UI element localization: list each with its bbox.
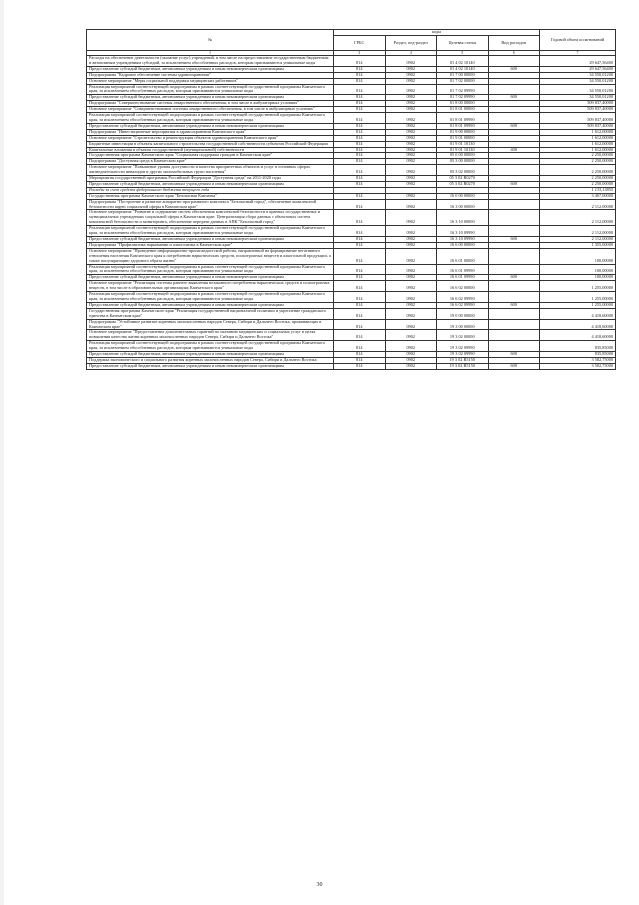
row-name: Предоставление субсидий бюджетным, автономным учреждениям и иным некоммерческим организациям <box>87 66 334 72</box>
row-expense-type <box>488 210 540 226</box>
row-razdel: 0902 <box>385 95 437 101</box>
row-grbs: 814 <box>334 72 386 78</box>
row-razdel: 0902 <box>385 176 437 182</box>
row-grbs: 814 <box>334 199 386 210</box>
row-grbs: 814 <box>334 84 386 95</box>
row-grbs: 814 <box>334 237 386 243</box>
row-expense-type <box>488 199 540 210</box>
row-target-article: 16 3 10 00000 <box>437 210 489 226</box>
row-razdel: 0902 <box>385 242 437 248</box>
row-amount: 3 467,00000 <box>540 193 616 199</box>
header-razdel: Раздел, под-раздел <box>385 36 437 51</box>
colnum: 5 <box>437 51 489 56</box>
table-row <box>87 281 616 292</box>
row-target-article: 16 6 02 09990 <box>437 302 489 308</box>
row-amount: 2 112,00000 <box>540 210 616 226</box>
row-grbs: 814 <box>334 357 386 363</box>
row-name: Реализация мероприятий соответствующей подпрограммы в рамках соответствующей государственной программы Камчатского края, за исключением обособленных расходов, которым присваиваются уникальные коды <box>87 84 334 95</box>
row-razdel: 0902 <box>385 199 437 210</box>
colnum: 6 <box>488 51 540 56</box>
row-target-article: 01 8 01 09990 <box>437 113 489 124</box>
row-amount: 2 250,00000 <box>540 165 616 176</box>
row-razdel: 0902 <box>385 210 437 226</box>
row-expense-type: 400 <box>488 147 540 153</box>
row-expense-type: 600 <box>488 275 540 281</box>
row-amount: 2 112,00000 <box>540 199 616 210</box>
row-amount: 1 612,00000 <box>540 129 616 135</box>
row-grbs: 814 <box>334 101 386 107</box>
row-name: Предоставление субсидий бюджетным, автономным учреждениям и иным некоммерческим организациям <box>87 123 334 129</box>
table-row <box>87 226 616 237</box>
row-name: Реализация мероприятий соответствующей подпрограммы в рамках соответствующей государственной программы Камчатского края, за исключением обособленных расходов, которым присваиваются уникальные коды <box>87 226 334 237</box>
row-razdel: 0902 <box>385 78 437 84</box>
row-target-article: 16 3 10 09990 <box>437 226 489 237</box>
row-grbs: 814 <box>334 66 386 72</box>
row-name: Предоставление субсидий бюджетным, автономным учреждениям и иным некоммерческим организациям <box>87 363 334 369</box>
row-target-article: 05 3 02 R0270 <box>437 176 489 182</box>
table-row <box>87 363 616 369</box>
row-amount: 34 550,01200 <box>540 78 616 84</box>
row-target-article: 19 3 02 00000 <box>437 330 489 341</box>
row-grbs: 814 <box>334 107 386 113</box>
row-target-article: 16 3 00 00000 <box>437 199 489 210</box>
page-number: 30 <box>316 882 323 888</box>
row-amount: 29 647,56400 <box>540 56 616 67</box>
row-expense-type <box>488 113 540 124</box>
colnum: 3 <box>334 51 386 56</box>
row-target-article: 01 8 00 00000 <box>437 101 489 107</box>
row-razdel: 0902 <box>385 275 437 281</box>
row-grbs: 814 <box>334 226 386 237</box>
row-razdel: 0902 <box>385 147 437 153</box>
row-expense-type <box>488 341 540 352</box>
row-razdel: 0902 <box>385 237 437 243</box>
row-name: Основное мероприятие "Проведение информационно-пропагандистской работы, направленной на формирование негативного отношения населения Камчатского края к потреблению наркотических средств, психотропных веществ и алкогольной продукции, а также популяризацию здорового образа жизни" <box>87 248 334 264</box>
row-expense-type: 600 <box>488 66 540 72</box>
row-razdel: 0902 <box>385 141 437 147</box>
row-target-article: 19 3 02 09990 <box>437 352 489 358</box>
header-grbs: ГРБС <box>334 36 386 51</box>
row-name: Государственная программа Камчатского края "Реализация государственной национальной политики и укрепление гражданского единства в Камчатском крае" <box>87 308 334 319</box>
row-name: Основное мероприятие "Повышение уровня доступности и качества приоритетных объектов и услуг в основных сферах жизнедеятельности инвалидов и других маломобильных групп населения" <box>87 165 334 176</box>
table-row <box>87 84 616 95</box>
row-amount: 2 112,00000 <box>540 226 616 237</box>
row-target-article: 01 9 00 00000 <box>437 129 489 135</box>
row-name: Подпрограмма "Инвестиционные мероприятия в здравоохранении Камчатского края" <box>87 129 334 135</box>
row-amount: 2 250,00000 <box>540 159 616 165</box>
row-razdel: 0902 <box>385 66 437 72</box>
row-name: Поддержка экономического и социального развития коренных малочисленных народов Севера, Сибири и Дальнего Востока <box>87 357 334 363</box>
row-target-article: 19 0 00 00000 <box>437 308 489 319</box>
row-razdel: 0902 <box>385 101 437 107</box>
row-target-article: 05 3 02 R0270 <box>437 181 489 187</box>
row-amount: 29 647,56400 <box>540 66 616 72</box>
row-razdel: 0902 <box>385 123 437 129</box>
table-row <box>87 56 616 67</box>
header-codes: коды <box>334 30 540 36</box>
row-name: Основное мероприятие "Предоставление дополнительных гарантий по оказанию медицинских и социальных услуг в целях повышения качества жизни коренных малочисленных народов Севера, Сибири и Дальнего Востока" <box>87 330 334 341</box>
row-name: Подпрограмма "Построение и развитие аппаратно-программного комплекса "Безопасный город", обеспечение комплексной безопасности urgent социальной сферы в Камчатском крае" <box>87 199 334 210</box>
row-grbs: 814 <box>334 78 386 84</box>
row-target-article: 01 7 02 09990 <box>437 95 489 101</box>
row-razdel: 0902 <box>385 56 437 67</box>
table-row <box>87 210 616 226</box>
row-amount: 34 550,01200 <box>540 95 616 101</box>
row-name: Подпрограмма "Доступная среда в Камчатском крае" <box>87 159 334 165</box>
row-grbs: 814 <box>334 153 386 159</box>
row-target-article: 19 3 02 09990 <box>437 341 489 352</box>
row-grbs: 814 <box>334 147 386 153</box>
row-amount: 1 255,00000 <box>540 302 616 308</box>
row-grbs: 814 <box>334 281 386 292</box>
row-expense-type <box>488 319 540 330</box>
row-target-article: 01 7 02 09990 <box>437 84 489 95</box>
row-expense-type <box>488 226 540 237</box>
row-target-article: 16 6 01 09990 <box>437 275 489 281</box>
row-razdel: 0902 <box>385 248 437 264</box>
row-name: Государственная программа Камчатского края "Социальная поддержка граждан в Камчатском крае" <box>87 153 334 159</box>
row-grbs: 814 <box>334 302 386 308</box>
row-razdel: 0902 <box>385 330 437 341</box>
row-target-article: 16 6 01 00000 <box>437 248 489 264</box>
row-grbs: 814 <box>334 341 386 352</box>
row-razdel: 0902 <box>385 181 437 187</box>
row-razdel: 0902 <box>385 302 437 308</box>
row-amount: 835,85000 <box>540 341 616 352</box>
row-name: Реализация мероприятий соответствующей подпрограммы в рамках соответствующей государственной программы Камчатского края, за исключением обособленных расходов, которым присваиваются уникальные коды <box>87 341 334 352</box>
row-amount: 2 250,00000 <box>540 181 616 187</box>
row-expense-type: 600 <box>488 237 540 243</box>
row-razdel: 0902 <box>385 341 437 352</box>
row-name: Подпрограмма "Профилактика наркомании и алкоголизма в Камчатском крае" <box>87 242 334 248</box>
row-grbs: 814 <box>334 330 386 341</box>
table-body <box>87 56 616 370</box>
colnum: 4 <box>385 51 437 56</box>
row-grbs: 814 <box>334 113 386 124</box>
row-amount: 100,00000 <box>540 275 616 281</box>
row-razdel: 0902 <box>385 308 437 319</box>
header-vr: Вид расходов <box>488 36 540 51</box>
row-razdel: 0902 <box>385 72 437 78</box>
row-amount: 4 418,60000 <box>540 330 616 341</box>
row-target-article: 01 8 01 00000 <box>437 107 489 113</box>
row-target-article: 05 3 02 00000 <box>437 165 489 176</box>
row-name: Подпрограмма "Устойчивое развитие коренных малочисленных народов Севера, Сибири и Дальнего Востока, проживающих в Камчатском крае" <box>87 319 334 330</box>
row-target-article: 01 4 02 10140 <box>437 66 489 72</box>
row-grbs: 814 <box>334 129 386 135</box>
row-grbs: 814 <box>334 248 386 264</box>
row-amount: 1 255,00000 <box>540 281 616 292</box>
row-razdel: 0902 <box>385 135 437 141</box>
row-target-article: 01 4 02 10140 <box>437 56 489 67</box>
row-amount: 1 612,00000 <box>540 135 616 141</box>
row-amount: 4 418,60000 <box>540 308 616 319</box>
row-grbs: 814 <box>334 210 386 226</box>
row-amount: 835,85000 <box>540 352 616 358</box>
row-target-article: 01 7 00 00000 <box>437 72 489 78</box>
row-grbs: 814 <box>334 159 386 165</box>
row-razdel: 0902 <box>385 292 437 303</box>
row-target-article: 01 9 01 10130 <box>437 141 489 147</box>
table-row <box>87 248 616 264</box>
row-amount: 509 837,40000 <box>540 101 616 107</box>
row-target-article: 16 6 02 09990 <box>437 292 489 303</box>
row-expense-type: 600 <box>488 352 540 358</box>
row-expense-type: 600 <box>488 363 540 369</box>
row-name: Основное мероприятие "Реализация системы раннего выявления незаконного потребления наркотических средств и психотропных веществ, в том числе в образовательных организациях Камчатского края" <box>87 281 334 292</box>
row-razdel: 0902 <box>385 352 437 358</box>
budget-table <box>86 29 616 370</box>
row-razdel: 0902 <box>385 113 437 124</box>
table-row <box>87 319 616 330</box>
row-target-article: 19 3 00 00000 <box>437 319 489 330</box>
row-name: Основное мероприятие "Совершенствование системы лекарственного обеспечения, в том числе в амбулаторных условиях" <box>87 107 334 113</box>
header-num: № <box>87 30 334 51</box>
row-amount: 1 612,00000 <box>540 147 616 153</box>
row-grbs: 814 <box>334 264 386 275</box>
row-name: Основное мероприятие "Строительство и реконструкция объектов здравоохранения Камчатского края" <box>87 135 334 141</box>
row-target-article: 19 3 02 R5150 <box>437 363 489 369</box>
row-amount: 2 250,00000 <box>540 153 616 159</box>
row-expense-type <box>488 292 540 303</box>
row-target-article: 16 0 00 00000 <box>437 193 489 199</box>
row-target-article: 01 9 01 00000 <box>437 135 489 141</box>
row-grbs: 814 <box>334 165 386 176</box>
row-name: Подпрограмма "Совершенствование системы лекарственного обеспечения, в том числе в амбулаторных условиях" <box>87 101 334 107</box>
row-amount: 1 612,00000 <box>540 141 616 147</box>
row-grbs: 814 <box>334 135 386 141</box>
row-razdel: 0902 <box>385 129 437 135</box>
row-expense-type <box>488 330 540 341</box>
table-row <box>87 113 616 124</box>
colnum: 7 <box>540 51 616 56</box>
row-grbs: 814 <box>334 352 386 358</box>
row-amount: 3 582,75000 <box>540 357 616 363</box>
row-grbs: 814 <box>334 319 386 330</box>
row-amount: 34 550,01200 <box>540 72 616 78</box>
row-amount: 4 418,60000 <box>540 319 616 330</box>
row-grbs: 814 <box>334 242 386 248</box>
row-grbs: 814 <box>334 176 386 182</box>
table-row <box>87 341 616 352</box>
row-expense-type: 600 <box>488 302 540 308</box>
row-name: Капитальные вложения в объекты государственной (муниципальной) собственности <box>87 147 334 153</box>
row-target-article: 01 7 02 00000 <box>437 78 489 84</box>
row-razdel: 0902 <box>385 281 437 292</box>
row-name: Предоставление субсидий бюджетным, автономным учреждениям и иным некоммерческим организациям <box>87 352 334 358</box>
row-name: Предоставление субсидий бюджетным, автономным учреждениям и иным некоммерческим организациям <box>87 302 334 308</box>
row-razdel: 0902 <box>385 363 437 369</box>
row-amount: 1 133,13855 <box>540 187 616 193</box>
row-name: Реализация мероприятий соответствующей подпрограммы в рамках соответствующей государственной программы Камчатского края, за исключением обособленных расходов, которым присваиваются уникальные коды <box>87 113 334 124</box>
row-target-article: 19 3 02 R5150 <box>437 357 489 363</box>
table-row <box>87 199 616 210</box>
row-target-article: 05 3 00 00000 <box>437 159 489 165</box>
table-row <box>87 330 616 341</box>
row-name: Реализация мероприятий соответствующей подпрограммы в рамках соответствующей государственной программы Камчатского края, за исключением обособленных расходов, которым присваиваются уникальные коды <box>87 264 334 275</box>
row-grbs: 814 <box>334 275 386 281</box>
row-razdel: 0902 <box>385 159 437 165</box>
row-razdel: 0902 <box>385 264 437 275</box>
row-name: Предоставление субсидий бюджетным, автономным учреждениям и иным некоммерческим организациям <box>87 237 334 243</box>
table-row <box>87 292 616 303</box>
row-name: Основное мероприятие "Меры социальной поддержки медицинских работников" <box>87 78 334 84</box>
row-target-article: 16 6 00 00000 <box>437 242 489 248</box>
row-expense-type <box>488 264 540 275</box>
row-razdel: 0902 <box>385 357 437 363</box>
table-row <box>87 264 616 275</box>
row-grbs: 814 <box>334 193 386 199</box>
row-grbs: 814 <box>334 363 386 369</box>
header-sum: Годовой объем ассигнований <box>540 30 616 51</box>
row-name: Предоставление субсидий бюджетным, автономным учреждениям и иным некоммерческим организациям <box>87 275 334 281</box>
row-target-article: 16 6 02 00000 <box>437 281 489 292</box>
row-expense-type <box>488 165 540 176</box>
row-name: Основное мероприятие "Развитие и содержание систем обеспечения комплексной безопасности в краевых государственных и муниципальных учреждениях социальной сферы в Камчатском крае. Централизация сбора данных с объектовых систем комплексной безопасности и мониторинга, обеспечение передачи данных в АПК "Безопасный город" <box>87 210 334 226</box>
row-name: Расходы на обеспечение деятельности (оказание услуг) учреждений, в том числе на предоставление государственным бюджетным и автономным учреждениям субсидий, за исключением обособленных расходов, которым присваиваются уникальные коды <box>87 56 334 67</box>
row-expense-type: 600 <box>488 181 540 187</box>
row-amount: 34 550,01200 <box>540 84 616 95</box>
scan-edge <box>0 0 4 905</box>
row-grbs: 814 <box>334 181 386 187</box>
row-name: Бюджетные инвестиции в объекты капитального строительства государственной собственности субъектов Российской Федерации <box>87 141 334 147</box>
row-grbs: 814 <box>334 123 386 129</box>
row-name: Государственная программа Камчатского края "Безопасная Камчатка" <box>87 193 334 199</box>
row-amount: 100,00000 <box>540 264 616 275</box>
row-grbs: 814 <box>334 292 386 303</box>
colnum: 1 <box>87 51 334 56</box>
row-amount: 2 112,00000 <box>540 237 616 243</box>
row-expense-type: 600 <box>488 95 540 101</box>
row-expense-type <box>488 281 540 292</box>
row-target-article: 16 6 01 09990 <box>437 264 489 275</box>
row-amount: 509 837,40000 <box>540 123 616 129</box>
header-cs: Целевая статья <box>437 36 489 51</box>
row-amount: 509 837,40000 <box>540 107 616 113</box>
row-razdel: 0902 <box>385 226 437 237</box>
row-amount: 100,00000 <box>540 248 616 264</box>
row-expense-type <box>488 56 540 67</box>
row-amount: 3 582,75000 <box>540 363 616 369</box>
row-name: Предоставление субсидий бюджетным, автономным учреждениям и иным некоммерческим организациям <box>87 181 334 187</box>
row-razdel: 0902 <box>385 193 437 199</box>
row-expense-type <box>488 248 540 264</box>
row-razdel: 0902 <box>385 84 437 95</box>
row-razdel: 0902 <box>385 319 437 330</box>
row-amount: 1 255,00000 <box>540 292 616 303</box>
row-name: Расходы за счет средств федерального бюджета текущего года <box>87 187 334 193</box>
table-row <box>87 308 616 319</box>
table-row <box>87 165 616 176</box>
row-name: Подпрограмма "Кадровое обеспечение системы здравоохранения" <box>87 72 334 78</box>
row-expense-type <box>488 84 540 95</box>
row-grbs: 814 <box>334 141 386 147</box>
row-amount: 2 250,00000 <box>540 176 616 182</box>
row-name: Реализация мероприятий соответствующей подпрограммы в рамках соответствующей государственной программы Камчатского края, за исключением обособленных расходов, которым присваиваются уникальные коды <box>87 292 334 303</box>
row-name: Мероприятия государственной программы Российской Федерации "Доступная среда" на 2011-2020 годы <box>87 176 334 182</box>
row-expense-type: 600 <box>488 123 540 129</box>
row-amount: 509 837,40000 <box>540 113 616 124</box>
row-grbs: 814 <box>334 308 386 319</box>
row-razdel: 0902 <box>385 165 437 176</box>
row-razdel: 0902 <box>385 153 437 159</box>
row-expense-type <box>488 308 540 319</box>
row-target-article: 01 9 01 10130 <box>437 147 489 153</box>
row-amount: 1 355,00000 <box>540 242 616 248</box>
row-name: Предоставление субсидий бюджетным, автономным учреждениям и иным некоммерческим организациям <box>87 95 334 101</box>
row-target-article: 16 3 10 09990 <box>437 237 489 243</box>
row-target-article: 05 0 00 00000 <box>437 153 489 159</box>
row-grbs: 814 <box>334 56 386 67</box>
row-razdel: 0902 <box>385 107 437 113</box>
row-target-article: 01 8 01 09990 <box>437 123 489 129</box>
row-grbs: 814 <box>334 95 386 101</box>
